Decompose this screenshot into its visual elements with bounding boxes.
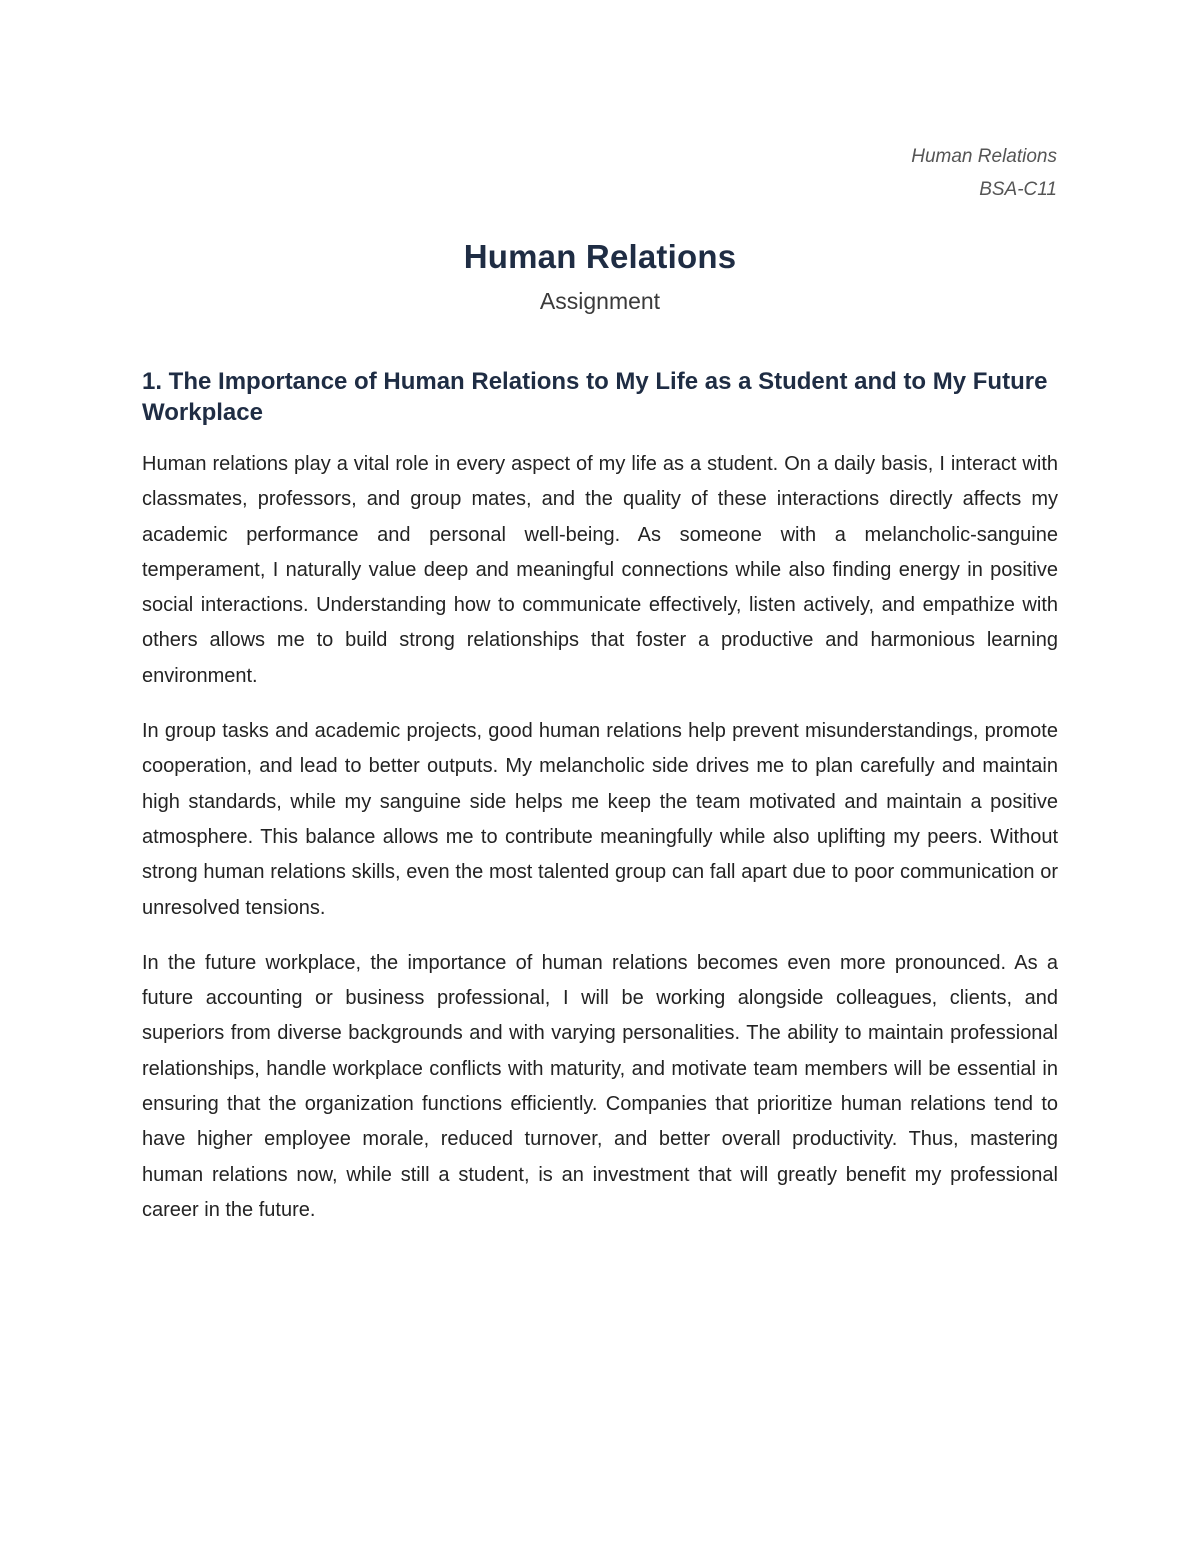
document-title: Human Relations: [463, 238, 737, 275]
section-body: [142, 447, 1058, 1248]
paragraph: In the future workplace, the importance of human relations becomes even more pronounced. As a future accounting or business professional, I will be working alongside colleagues, clients, and superiors from diverse backgrounds and with varying personalities. The ability to maintain professional relationships, handle workplace conflicts with maturity, and motivate team members will be essential in ensuring that the organization functions efficiently. Companies that prioritize human relations tend to have higher employee morale, reduced turnover, and better overall productivity. Thus, mastering human relations now, while still a student, is an investment that will greatly benefit my professional career in the future.: [142, 951, 1058, 1221]
document-subtitle: Assignment: [539, 288, 661, 314]
header-course: Human Relations: [911, 146, 1057, 167]
page-header: [911, 140, 1057, 206]
paragraph: In group tasks and academic projects, good human relations help prevent misunderstandings, promote cooperation, and lead to better outputs. My melancholic side drives me to plan carefully and maintain high standards, while my sanguine side helps me keep the team motivated and maintain a positive atmosphere. This balance allows me to contribute meaningfully while also uplifting my peers. Without strong human relations skills, even the most talented group can fall apart due to poor communication or unresolved tensions.: [142, 720, 1058, 919]
section-heading: 1. The Importance of Human Relations to My Life as a Student and to My Future Workplace: [142, 368, 1048, 426]
header-section: BSA-C11: [979, 179, 1057, 200]
paragraph: Human relations play a vital role in every aspect of my life as a student. On a daily basis, I interact with classmates, professors, and group mates, and the quality of these interactions directly affects my academic performance and personal well-being. As someone with a melancholic-sanguine temperament, I naturally value deep and meaningful connections while also finding energy in positive social interactions. Understanding how to communicate effectively, listen actively, and empathize with others allows me to build strong relationships that foster a productive and harmonious learning environment.: [142, 453, 1058, 687]
